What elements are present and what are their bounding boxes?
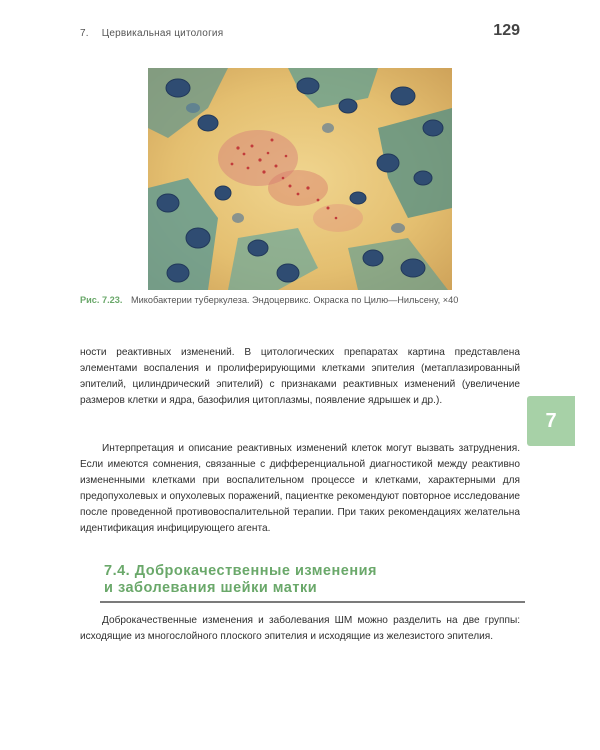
page-number: 129 <box>493 22 520 39</box>
paragraph-1: ности реактивных изменений. В цитологических препаратах картина представлена элементами воспаления и пролиферирующими клетками эпителия (метаплазированный эпителий, цилиндрический эпителий) с признаками реактивных изменений (увеличение размеров клетки и ядра, базофилия цитоплазмы, появление ядрышек и др.). <box>80 347 520 407</box>
section-paragraph: Доброкачественные изменения и заболевания ШМ можно разделить на две группы: исходящие из многослойного плоского эпителия и исходящие из железистого эпителия. <box>80 615 520 643</box>
section-rule <box>100 601 525 603</box>
micrograph-image <box>148 68 452 290</box>
chapter-tab <box>527 396 575 446</box>
figure-caption <box>80 295 530 305</box>
paragraph-2: Интерпретация и описание реактивных изменений клеток могут вызвать затруднения. Если имеются сомнения, связанные с дифференциальной диагностикой между реактивно измененными клетками при воспалительном процессе и клетками, характерными для предопухолевых и опухолевых поражений, пациентке рекомендуют повторное исследование после проведенной противовоспалительной терапии. При таких рекомендациях желательна идентификация инфицирующего агента. <box>80 443 520 535</box>
section-heading-line-2: и заболевания шейки матки <box>104 579 318 596</box>
section-heading-line-1: 7.4. Доброкачественные изменения <box>104 563 377 579</box>
figure-label: Рис. 7.23. <box>80 295 123 305</box>
running-head-chapter-number: 7. <box>80 28 89 39</box>
running-head <box>80 28 223 39</box>
figure-caption-text: Микобактерии туберкулеза. Эндоцервикс. Окраска по Цилю—Нильсену, ×40 <box>131 295 459 305</box>
running-head-chapter-title: Цервикальная цитология <box>101 28 224 39</box>
chapter-tab-number: 7 <box>545 409 557 432</box>
figure-micrograph <box>148 68 452 290</box>
section-heading <box>104 563 524 596</box>
